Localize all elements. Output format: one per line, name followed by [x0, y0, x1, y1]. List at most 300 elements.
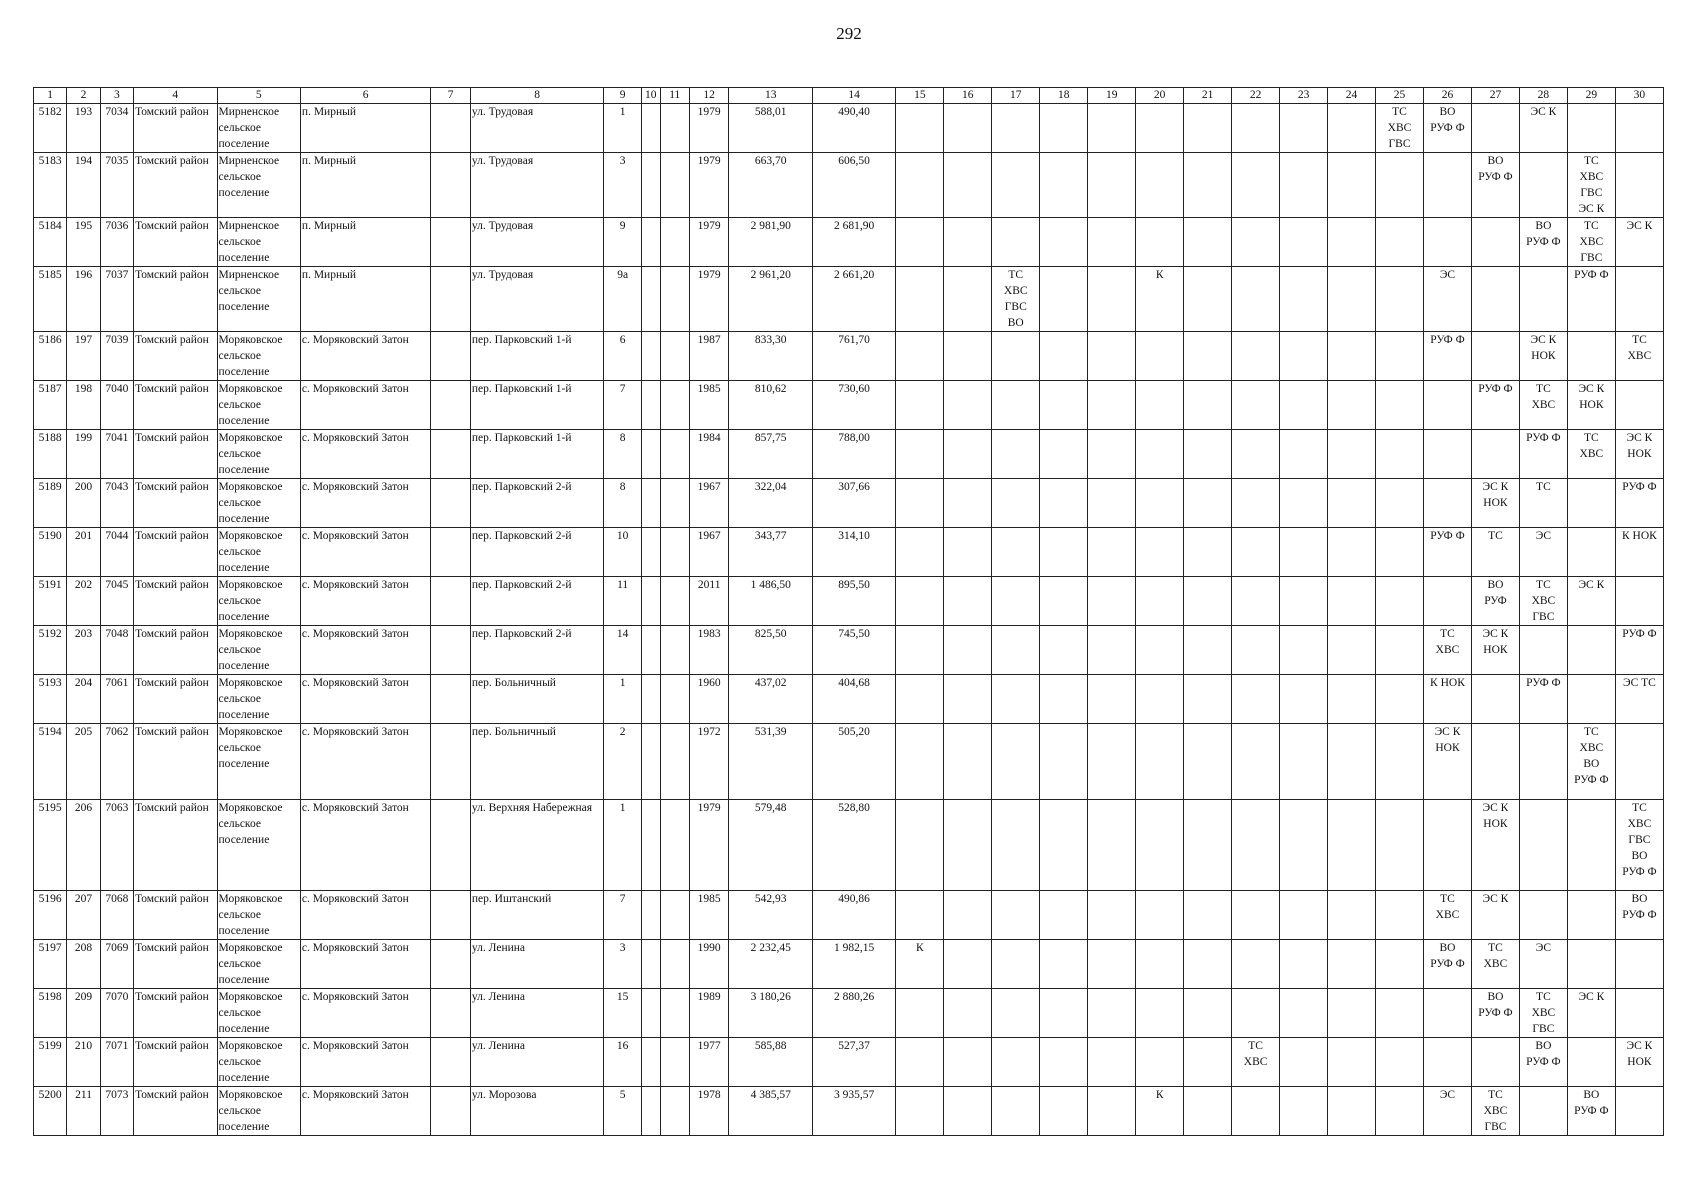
table-cell-col-26: РУФ Ф	[1423, 332, 1471, 381]
table-cell-col-4: Томский район	[134, 479, 217, 528]
table-cell-col-29: РУФ Ф	[1567, 267, 1615, 332]
table-cell-col-30: РУФ Ф	[1615, 626, 1663, 675]
table-cell-col-9: 11	[604, 577, 642, 626]
table-cell-col-20	[1136, 528, 1184, 577]
table-cell-col-11	[660, 479, 689, 528]
table-cell-col-14: 730,60	[812, 381, 895, 430]
table-cell-col-16	[944, 626, 992, 675]
table-cell-col-13: 825,50	[729, 626, 812, 675]
table-cell-col-27	[1471, 675, 1519, 724]
table-cell-col-19	[1088, 626, 1136, 675]
table-cell-col-3: 7043	[100, 479, 133, 528]
table-cell-col-29	[1567, 479, 1615, 528]
table-cell-col-13: 1 486,50	[729, 577, 812, 626]
table-cell-col-27: РУФ Ф	[1471, 381, 1519, 430]
table-cell-col-9: 14	[604, 626, 642, 675]
table-cell-col-28	[1519, 153, 1567, 218]
table-cell-col-10	[641, 940, 660, 989]
table-cell-col-27	[1471, 218, 1519, 267]
table-cell-col-16	[944, 381, 992, 430]
table-cell-col-16	[944, 891, 992, 940]
table-cell-col-28: ТС ХВС ГВС	[1519, 989, 1567, 1038]
table-cell-col-20	[1136, 940, 1184, 989]
table-cell-col-6: с. Моряковский Затон	[300, 724, 430, 800]
table-cell-col-3: 7070	[100, 989, 133, 1038]
table-cell-col-26: ВО РУФ Ф	[1423, 104, 1471, 153]
table-cell-col-30: ЭС К НОК	[1615, 430, 1663, 479]
table-cell-col-23	[1280, 528, 1328, 577]
table-cell-col-13: 663,70	[729, 153, 812, 218]
table-cell-col-24	[1328, 940, 1376, 989]
table-cell-col-6: п. Мирный	[300, 153, 430, 218]
table-cell-col-3: 7062	[100, 724, 133, 800]
table-cell-col-30: ЭС К	[1615, 218, 1663, 267]
table-cell-col-27	[1471, 1038, 1519, 1087]
table-cell-col-24	[1328, 577, 1376, 626]
table-cell-col-12: 1987	[689, 332, 729, 381]
table-cell-col-16	[944, 675, 992, 724]
table-cell-col-23	[1280, 479, 1328, 528]
table-cell-col-8: ул. Трудовая	[470, 104, 603, 153]
table-row	[34, 479, 1664, 528]
page-number: 292	[836, 24, 862, 43]
table-cell-col-4: Томский район	[134, 153, 217, 218]
table-cell-col-28	[1519, 267, 1567, 332]
table-cell-col-15	[896, 1038, 944, 1087]
table-cell-col-5: Моряковское сельское поселение	[217, 940, 300, 989]
table-cell-col-19	[1088, 267, 1136, 332]
table-cell-col-18	[1040, 104, 1088, 153]
table-cell-col-2: 208	[67, 940, 100, 989]
table-cell-col-29: ЭС К	[1567, 577, 1615, 626]
table-cell-col-7	[431, 381, 471, 430]
table-cell-col-7	[431, 626, 471, 675]
table-cell-col-6: п. Мирный	[300, 104, 430, 153]
table-cell-col-21	[1184, 675, 1232, 724]
table-cell-col-9: 3	[604, 153, 642, 218]
table-cell-col-11	[660, 332, 689, 381]
table-cell-col-20: К	[1136, 267, 1184, 332]
table-cell-col-5: Моряковское сельское поселение	[217, 577, 300, 626]
table-cell-col-15	[896, 528, 944, 577]
table-cell-col-5: Моряковское сельское поселение	[217, 381, 300, 430]
table-cell-col-19	[1088, 104, 1136, 153]
table-cell-col-29: ТС ХВС	[1567, 430, 1615, 479]
table-cell-col-30	[1615, 940, 1663, 989]
table-cell-col-13: 2 981,90	[729, 218, 812, 267]
table-cell-col-27: ТС ХВС ГВС	[1471, 1087, 1519, 1136]
table-cell-col-8: ул. Верхняя Набережная	[470, 800, 603, 891]
table-cell-col-11	[660, 800, 689, 891]
table-cell-col-2: 211	[67, 1087, 100, 1136]
table-cell-col-13: 810,62	[729, 381, 812, 430]
table-cell-col-18	[1040, 218, 1088, 267]
table-cell-col-14: 895,50	[812, 577, 895, 626]
table-cell-col-12: 1983	[689, 626, 729, 675]
table-cell-col-4: Томский район	[134, 724, 217, 800]
table-cell-col-8: пер. Больничный	[470, 675, 603, 724]
table-cell-col-22	[1232, 800, 1280, 891]
table-row	[34, 940, 1664, 989]
table-cell-col-28: ТС ХВС	[1519, 381, 1567, 430]
table-cell-col-5: Мирненское сельское поселение	[217, 267, 300, 332]
table-cell-col-17: ТС ХВС ГВС ВО	[992, 267, 1040, 332]
table-cell-col-30	[1615, 267, 1663, 332]
table-cell-col-3: 7035	[100, 153, 133, 218]
table-cell-col-17	[992, 675, 1040, 724]
table-cell-col-15	[896, 626, 944, 675]
table-cell-col-1: 5188	[34, 430, 67, 479]
table-cell-col-29	[1567, 332, 1615, 381]
table-cell-col-2: 194	[67, 153, 100, 218]
table-cell-col-17	[992, 989, 1040, 1038]
table-cell-col-24	[1328, 989, 1376, 1038]
table-cell-col-26	[1423, 218, 1471, 267]
table-cell-col-29	[1567, 800, 1615, 891]
table-cell-col-3: 7073	[100, 1087, 133, 1136]
column-header-13: 13	[729, 88, 812, 104]
table-cell-col-16	[944, 479, 992, 528]
table-cell-col-4: Томский район	[134, 891, 217, 940]
table-cell-col-7	[431, 479, 471, 528]
table-cell-col-14: 761,70	[812, 332, 895, 381]
table-cell-col-28: РУФ Ф	[1519, 430, 1567, 479]
table-cell-col-25	[1376, 1087, 1424, 1136]
table-cell-col-28	[1519, 626, 1567, 675]
table-cell-col-2: 204	[67, 675, 100, 724]
table-cell-col-2: 193	[67, 104, 100, 153]
table-cell-col-7	[431, 104, 471, 153]
table-cell-col-28	[1519, 891, 1567, 940]
table-cell-col-26: ЭС К НОК	[1423, 724, 1471, 800]
table-cell-col-17	[992, 577, 1040, 626]
table-cell-col-9: 8	[604, 479, 642, 528]
column-header-24: 24	[1328, 88, 1376, 104]
table-cell-col-30	[1615, 381, 1663, 430]
table-cell-col-10	[641, 800, 660, 891]
table-cell-col-14: 505,20	[812, 724, 895, 800]
table-cell-col-26	[1423, 577, 1471, 626]
table-cell-col-28: РУФ Ф	[1519, 675, 1567, 724]
table-cell-col-22	[1232, 479, 1280, 528]
table-cell-col-3: 7044	[100, 528, 133, 577]
table-cell-col-3: 7061	[100, 675, 133, 724]
table-cell-col-4: Томский район	[134, 1038, 217, 1087]
table-cell-col-4: Томский район	[134, 989, 217, 1038]
table-cell-col-13: 2 961,20	[729, 267, 812, 332]
table-cell-col-1: 5195	[34, 800, 67, 891]
table-row	[34, 153, 1664, 218]
table-cell-col-14: 527,37	[812, 1038, 895, 1087]
table-cell-col-1: 5190	[34, 528, 67, 577]
table-cell-col-10	[641, 479, 660, 528]
table-cell-col-23	[1280, 381, 1328, 430]
table-cell-col-3: 7068	[100, 891, 133, 940]
table-cell-col-7	[431, 153, 471, 218]
column-header-17: 17	[992, 88, 1040, 104]
table-cell-col-22	[1232, 104, 1280, 153]
table-cell-col-17	[992, 940, 1040, 989]
table-cell-col-1: 5185	[34, 267, 67, 332]
table-cell-col-8: ул. Ленина	[470, 940, 603, 989]
table-cell-col-24	[1328, 332, 1376, 381]
table-cell-col-20	[1136, 479, 1184, 528]
table-cell-col-9: 16	[604, 1038, 642, 1087]
table-row	[34, 218, 1664, 267]
table-cell-col-19	[1088, 577, 1136, 626]
table-cell-col-10	[641, 153, 660, 218]
table-row	[34, 675, 1664, 724]
table-cell-col-3: 7037	[100, 267, 133, 332]
table-cell-col-15: К	[896, 940, 944, 989]
table-cell-col-16	[944, 577, 992, 626]
column-header-21: 21	[1184, 88, 1232, 104]
table-cell-col-6: с. Моряковский Затон	[300, 989, 430, 1038]
table-cell-col-15	[896, 381, 944, 430]
column-header-27: 27	[1471, 88, 1519, 104]
table-cell-col-2: 197	[67, 332, 100, 381]
table-cell-col-18	[1040, 724, 1088, 800]
table-cell-col-23	[1280, 430, 1328, 479]
table-cell-col-9: 10	[604, 528, 642, 577]
table-cell-col-1: 5182	[34, 104, 67, 153]
table-cell-col-1: 5193	[34, 675, 67, 724]
table-row	[34, 332, 1664, 381]
table-cell-col-19	[1088, 800, 1136, 891]
table-cell-col-14: 490,40	[812, 104, 895, 153]
table-cell-col-30: ЭС К НОК	[1615, 1038, 1663, 1087]
table-row	[34, 267, 1664, 332]
table-cell-col-2: 196	[67, 267, 100, 332]
table-cell-col-17	[992, 724, 1040, 800]
table-cell-col-20	[1136, 626, 1184, 675]
table-cell-col-12: 1967	[689, 528, 729, 577]
table-cell-col-12: 1989	[689, 989, 729, 1038]
table-cell-col-12: 1985	[689, 891, 729, 940]
table-cell-col-26: ЭС	[1423, 267, 1471, 332]
table-cell-col-17	[992, 430, 1040, 479]
table-cell-col-6: с. Моряковский Затон	[300, 577, 430, 626]
table-cell-col-10	[641, 528, 660, 577]
table-cell-col-21	[1184, 153, 1232, 218]
table-cell-col-14: 404,68	[812, 675, 895, 724]
table-cell-col-9: 1	[604, 104, 642, 153]
table-cell-col-13: 833,30	[729, 332, 812, 381]
table-cell-col-30	[1615, 153, 1663, 218]
table-cell-col-29: ЭС К НОК	[1567, 381, 1615, 430]
table-cell-col-21	[1184, 218, 1232, 267]
table-cell-col-23	[1280, 626, 1328, 675]
table-cell-col-23	[1280, 153, 1328, 218]
table-cell-col-22	[1232, 218, 1280, 267]
table-cell-col-5: Моряковское сельское поселение	[217, 1038, 300, 1087]
column-number-row	[34, 88, 1664, 104]
table-cell-col-22	[1232, 675, 1280, 724]
table-cell-col-1: 5183	[34, 153, 67, 218]
table-cell-col-18	[1040, 153, 1088, 218]
table-cell-col-24	[1328, 891, 1376, 940]
table-row	[34, 626, 1664, 675]
table-cell-col-8: ул. Трудовая	[470, 218, 603, 267]
table-cell-col-5: Моряковское сельское поселение	[217, 626, 300, 675]
table-cell-col-11	[660, 153, 689, 218]
table-cell-col-24	[1328, 675, 1376, 724]
table-cell-col-14: 314,10	[812, 528, 895, 577]
table-cell-col-26: К НОК	[1423, 675, 1471, 724]
table-cell-col-23	[1280, 1087, 1328, 1136]
table-cell-col-6: с. Моряковский Затон	[300, 479, 430, 528]
table-cell-col-28: ТС ХВС ГВС	[1519, 577, 1567, 626]
column-header-28: 28	[1519, 88, 1567, 104]
table-cell-col-7	[431, 1038, 471, 1087]
table-cell-col-30	[1615, 104, 1663, 153]
column-header-4: 4	[134, 88, 217, 104]
table-cell-col-24	[1328, 430, 1376, 479]
table-cell-col-15	[896, 430, 944, 479]
table-cell-col-19	[1088, 479, 1136, 528]
table-cell-col-24	[1328, 724, 1376, 800]
table-row	[34, 724, 1664, 800]
table-cell-col-8: ул. Ленина	[470, 1038, 603, 1087]
table-cell-col-1: 5191	[34, 577, 67, 626]
column-header-2: 2	[67, 88, 100, 104]
table-cell-col-2: 210	[67, 1038, 100, 1087]
table-cell-col-5: Мирненское сельское поселение	[217, 104, 300, 153]
table-cell-col-23	[1280, 891, 1328, 940]
table-cell-col-11	[660, 1038, 689, 1087]
table-cell-col-26	[1423, 989, 1471, 1038]
table-cell-col-22	[1232, 332, 1280, 381]
table-cell-col-20	[1136, 430, 1184, 479]
table-cell-col-21	[1184, 528, 1232, 577]
table-cell-col-19	[1088, 940, 1136, 989]
table-cell-col-18	[1040, 989, 1088, 1038]
table-cell-col-6: с. Моряковский Затон	[300, 381, 430, 430]
table-cell-col-12: 1979	[689, 218, 729, 267]
table-cell-col-18	[1040, 940, 1088, 989]
table-row	[34, 800, 1664, 891]
table-cell-col-28: ТС	[1519, 479, 1567, 528]
column-header-18: 18	[1040, 88, 1088, 104]
table-cell-col-24	[1328, 479, 1376, 528]
table-cell-col-13: 857,75	[729, 430, 812, 479]
table-cell-col-17	[992, 528, 1040, 577]
column-header-25: 25	[1376, 88, 1424, 104]
table-cell-col-12: 1977	[689, 1038, 729, 1087]
table-cell-col-11	[660, 430, 689, 479]
table-cell-col-26	[1423, 153, 1471, 218]
column-header-3: 3	[100, 88, 133, 104]
table-cell-col-2: 200	[67, 479, 100, 528]
table-cell-col-21	[1184, 381, 1232, 430]
table-cell-col-30	[1615, 989, 1663, 1038]
table-row	[34, 577, 1664, 626]
table-cell-col-4: Томский район	[134, 1087, 217, 1136]
table-cell-col-28: ВО РУФ Ф	[1519, 218, 1567, 267]
table-cell-col-16	[944, 104, 992, 153]
table-cell-col-4: Томский район	[134, 577, 217, 626]
table-cell-col-2: 206	[67, 800, 100, 891]
table-cell-col-21	[1184, 800, 1232, 891]
table-cell-col-19	[1088, 891, 1136, 940]
table-cell-col-7	[431, 332, 471, 381]
table-cell-col-1: 5192	[34, 626, 67, 675]
table-cell-col-2: 195	[67, 218, 100, 267]
table-cell-col-3: 7041	[100, 430, 133, 479]
table-cell-col-25	[1376, 626, 1424, 675]
table-cell-col-12: 2011	[689, 577, 729, 626]
table-cell-col-27	[1471, 430, 1519, 479]
table-cell-col-15	[896, 218, 944, 267]
table-row	[34, 1038, 1664, 1087]
table-cell-col-22	[1232, 724, 1280, 800]
table-cell-col-20	[1136, 1038, 1184, 1087]
table-cell-col-15	[896, 675, 944, 724]
table-cell-col-22	[1232, 989, 1280, 1038]
table-cell-col-30	[1615, 724, 1663, 800]
table-cell-col-10	[641, 104, 660, 153]
table-cell-col-16	[944, 800, 992, 891]
table-cell-col-24	[1328, 381, 1376, 430]
table-cell-col-15	[896, 1087, 944, 1136]
table-cell-col-19	[1088, 1087, 1136, 1136]
table-cell-col-25	[1376, 381, 1424, 430]
table-cell-col-19	[1088, 724, 1136, 800]
table-cell-col-21	[1184, 577, 1232, 626]
table-cell-col-24	[1328, 626, 1376, 675]
housing-register-table	[33, 87, 1664, 1136]
table-cell-col-8: пер. Иштанский	[470, 891, 603, 940]
table-cell-col-1: 5187	[34, 381, 67, 430]
table-cell-col-29	[1567, 626, 1615, 675]
column-header-29: 29	[1567, 88, 1615, 104]
table-cell-col-10	[641, 218, 660, 267]
table-cell-col-3: 7034	[100, 104, 133, 153]
table-cell-col-16	[944, 332, 992, 381]
table-cell-col-18	[1040, 479, 1088, 528]
table-cell-col-25	[1376, 577, 1424, 626]
table-cell-col-3: 7039	[100, 332, 133, 381]
table-cell-col-6: п. Мирный	[300, 218, 430, 267]
table-cell-col-27	[1471, 724, 1519, 800]
column-header-11: 11	[660, 88, 689, 104]
table-cell-col-12: 1984	[689, 430, 729, 479]
table-cell-col-3: 7069	[100, 940, 133, 989]
table-cell-col-30: ТС ХВС	[1615, 332, 1663, 381]
table-cell-col-25	[1376, 1038, 1424, 1087]
table-cell-col-28: ЭС К НОК	[1519, 332, 1567, 381]
table-row	[34, 989, 1664, 1038]
table-cell-col-7	[431, 724, 471, 800]
table-cell-col-2: 198	[67, 381, 100, 430]
table-cell-col-10	[641, 626, 660, 675]
table-cell-col-10	[641, 430, 660, 479]
table-cell-col-4: Томский район	[134, 626, 217, 675]
table-cell-col-15	[896, 891, 944, 940]
table-cell-col-21	[1184, 479, 1232, 528]
table-cell-col-15	[896, 577, 944, 626]
table-cell-col-10	[641, 577, 660, 626]
table-cell-col-19	[1088, 218, 1136, 267]
table-cell-col-20	[1136, 724, 1184, 800]
table-cell-col-5: Моряковское сельское поселение	[217, 891, 300, 940]
table-cell-col-8: пер. Парковский 2-й	[470, 577, 603, 626]
table-cell-col-11	[660, 626, 689, 675]
table-cell-col-2: 209	[67, 989, 100, 1038]
table-cell-col-13: 3 180,26	[729, 989, 812, 1038]
table-cell-col-29	[1567, 675, 1615, 724]
table-cell-col-16	[944, 267, 992, 332]
